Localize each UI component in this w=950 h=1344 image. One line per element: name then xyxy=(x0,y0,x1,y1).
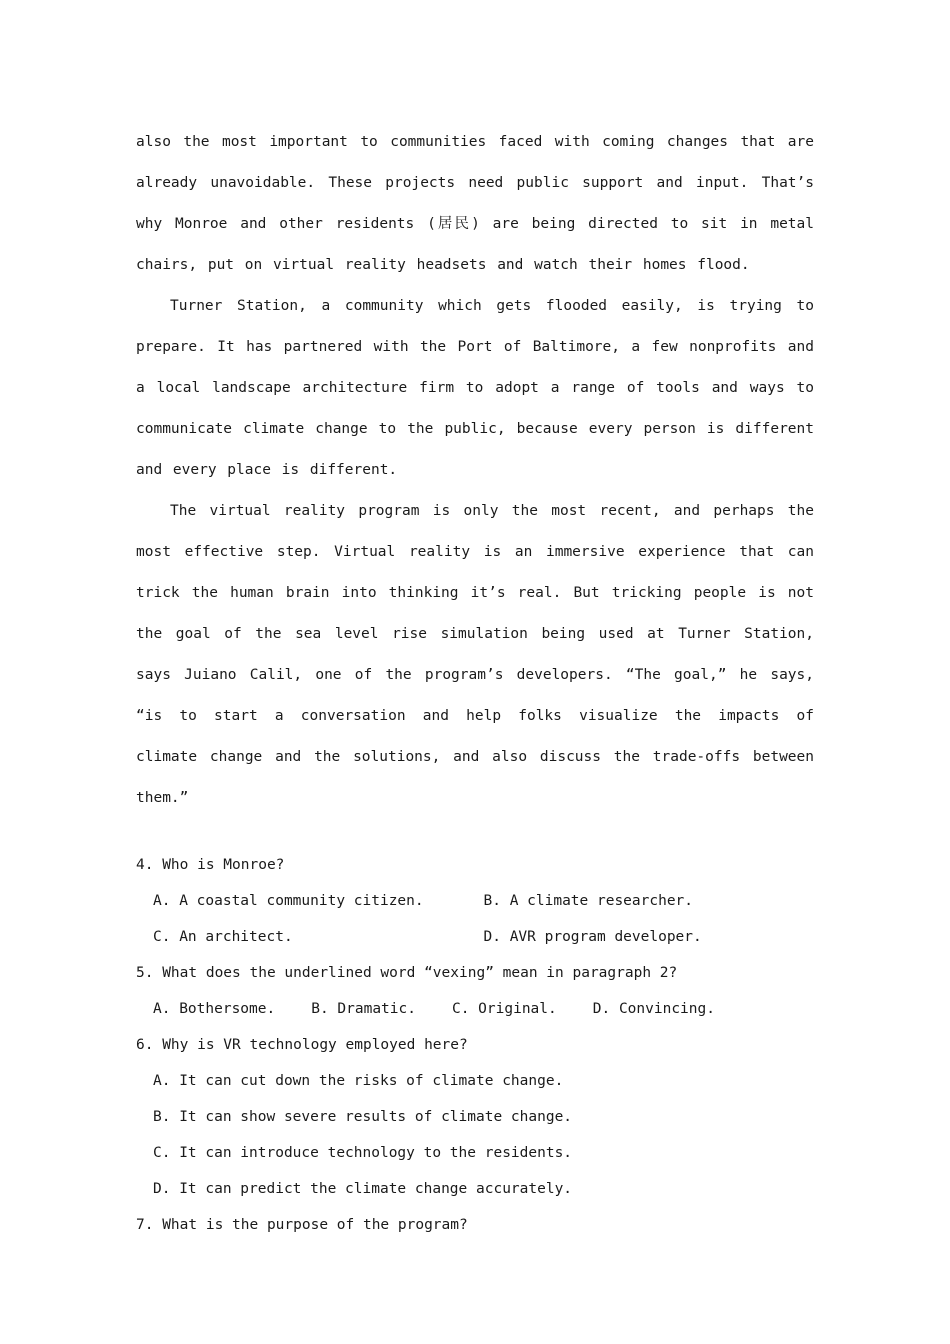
option-b: B. It can show severe results of climate change. xyxy=(153,1109,573,1125)
document-page xyxy=(136,122,814,1243)
option-d: D. AVR program developer. xyxy=(483,929,702,945)
question-stem: 4. Who is Monroe? xyxy=(136,857,285,873)
passage-paragraph-2: Turner Station, a community which gets flooded easily, is trying to prepare. It has partnered with the Port of Baltimore, a few nonprofits and a local landscape architecture firm to adopt a range of tools and ways to communicate climate change to the public, because every person is different and every place is different. xyxy=(136,298,814,478)
option-a: A. It can cut down the risks of climate change. xyxy=(153,1073,564,1089)
option-a: A. A coastal community citizen. xyxy=(153,893,424,909)
option-c: C. An architect. xyxy=(153,929,293,945)
option-c: C. It can introduce technology to the residents. xyxy=(153,1145,573,1161)
option-d: D. It can predict the climate change accurately. xyxy=(153,1181,573,1197)
passage-paragraph-3: The virtual reality program is only the most recent, and perhaps the most effective step. Virtual reality is an immersive experience that can trick the human brain into thinking it’s real. But tricking people is not the goal of the sea level rise simulation being used at Turner Station, says Juiano Calil, one of the program’s developers. “The goal,” he says, “is to start a conversation and help folks visualize the impacts of climate change and the solutions, and also discuss the trade-offs between them.” xyxy=(136,503,814,806)
question-stem: 7. What is the purpose of the program? xyxy=(136,1217,468,1233)
option-b: B. Dramatic. xyxy=(311,1001,416,1017)
question-stem: 6. Why is VR technology employed here? xyxy=(136,1037,468,1053)
question-7 xyxy=(136,1207,814,1243)
option-d: D. Convincing. xyxy=(592,1001,715,1017)
option-c: C. Original. xyxy=(451,1001,557,1017)
option-b: B. A climate researcher. xyxy=(483,893,694,909)
question-4 xyxy=(136,847,814,955)
option-row xyxy=(136,991,814,1027)
question-stem: 5. What does the underlined word “vexing” mean in paragraph 2? xyxy=(136,965,678,981)
question-5 xyxy=(136,955,814,1027)
option-row xyxy=(136,919,814,955)
question-6 xyxy=(136,1027,814,1207)
option-row xyxy=(136,883,814,919)
passage-paragraph-1: also the most important to communities faced with coming changes that are already unavoidable. These projects need public support and input. That’s why Monroe and other residents (居民) are being directed to sit in metal chairs, put on virtual reality headsets and watch their homes flood. xyxy=(136,134,814,273)
option-a: A. Bothersome. xyxy=(153,1001,276,1017)
